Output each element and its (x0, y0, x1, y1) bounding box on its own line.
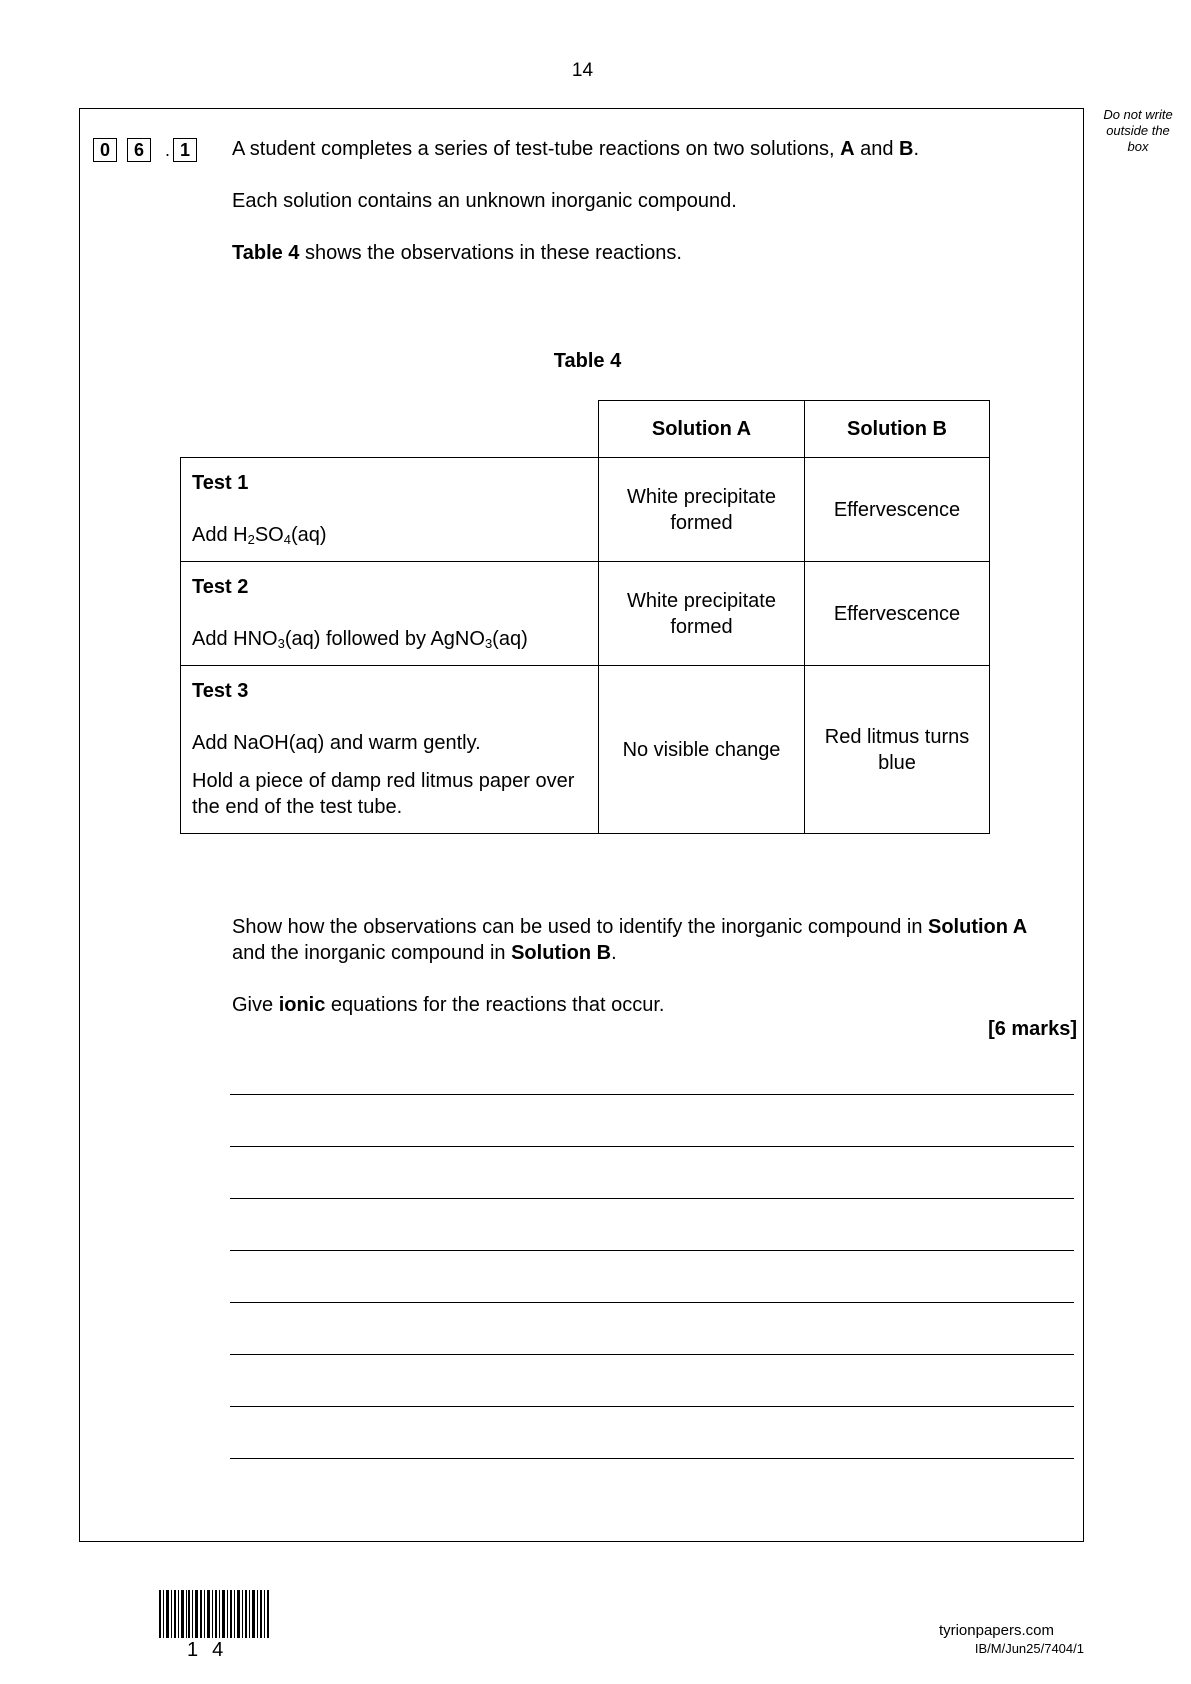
table-header-row (181, 401, 990, 458)
intro-text: A student completes a series of test-tube reactions on two solutions, (232, 138, 841, 160)
test-3-procedure-1: Add NaOH(aq) and warm gently. (192, 732, 481, 754)
instruction-paragraph-2: Give ionic equations for the reactions that occur. (232, 994, 665, 1016)
answer-line[interactable] (230, 1094, 1074, 1095)
test-title: Test 1 (192, 472, 249, 494)
intro-end: . (913, 138, 920, 160)
test-2-cell (181, 562, 599, 666)
answer-line[interactable] (230, 1302, 1074, 1303)
test-title: Test 2 (192, 576, 249, 598)
answer-line[interactable] (230, 1250, 1074, 1251)
answer-line[interactable] (230, 1198, 1074, 1199)
header-solution-a: Solution A (599, 401, 805, 458)
test-title: Test 3 (192, 680, 249, 702)
question-line-2: Each solution contains an unknown inorganic compound. (232, 190, 737, 212)
question-number-digit-1: 0 (93, 138, 117, 162)
test-2-solution-b: Effervescence (805, 562, 990, 666)
intro-and: and (854, 138, 900, 160)
test-1-solution-a: White precipitate formed (599, 458, 805, 562)
answer-line[interactable] (230, 1146, 1074, 1147)
question-intro (232, 136, 919, 162)
test-2-procedure: Add $HNO_3(aq)$ followed by AgNO$_3$(aq) (192, 628, 528, 651)
intro-solution-a: A (840, 138, 855, 160)
answer-line[interactable] (230, 1406, 1074, 1407)
page-number: 14 (571, 60, 594, 81)
table-row (181, 666, 990, 834)
test-3-solution-a: No visible change (599, 666, 805, 834)
question-line-3 (232, 240, 682, 266)
marks-indicator: [6 marks] (988, 1018, 1077, 1040)
test-1-solution-b: Effervescence (805, 458, 990, 562)
question-number-separator: . (165, 140, 171, 160)
test-3-procedure-2: Hold a piece of damp red litmus paper over the end of the test tube. (192, 770, 575, 818)
test-1-procedure: Add $H_2SO_4(aq)$ (192, 524, 327, 547)
header-solution-b: Solution B (805, 401, 990, 458)
table-corner-empty (181, 401, 599, 458)
test-3-cell (181, 666, 599, 834)
test-1-cell (181, 458, 599, 562)
margin-note: Do not write outside the box (1103, 107, 1173, 154)
footer-site: tyrionpapers.com (938, 1622, 1054, 1639)
answer-line[interactable] (230, 1354, 1074, 1355)
test-2-solution-a: White precipitate formed (599, 562, 805, 666)
instruction-paragraph-1: Show how the observations can be used to identify the inorganic compound in Solution A and the inorganic compound in Solution B. (232, 916, 1028, 964)
observations-table (180, 400, 990, 834)
test-3-solution-b: Red litmus turns blue (805, 666, 990, 834)
question-part-digit: 1 (173, 138, 197, 162)
barcode-digits: 14 (187, 1639, 238, 1661)
intro-solution-b: B (899, 138, 914, 160)
table-row (181, 458, 990, 562)
footer-paper-code: IB/M/Jun25/7404/1 (974, 1641, 1084, 1656)
line3-text: shows the observations in these reactions. (299, 242, 682, 264)
table-row (181, 562, 990, 666)
question-number-digit-2: 6 (127, 138, 151, 162)
barcode-icon (159, 1590, 269, 1638)
table-caption: Table 4 (553, 350, 622, 372)
table-reference: Table 4 (232, 242, 300, 264)
answer-line[interactable] (230, 1458, 1074, 1459)
